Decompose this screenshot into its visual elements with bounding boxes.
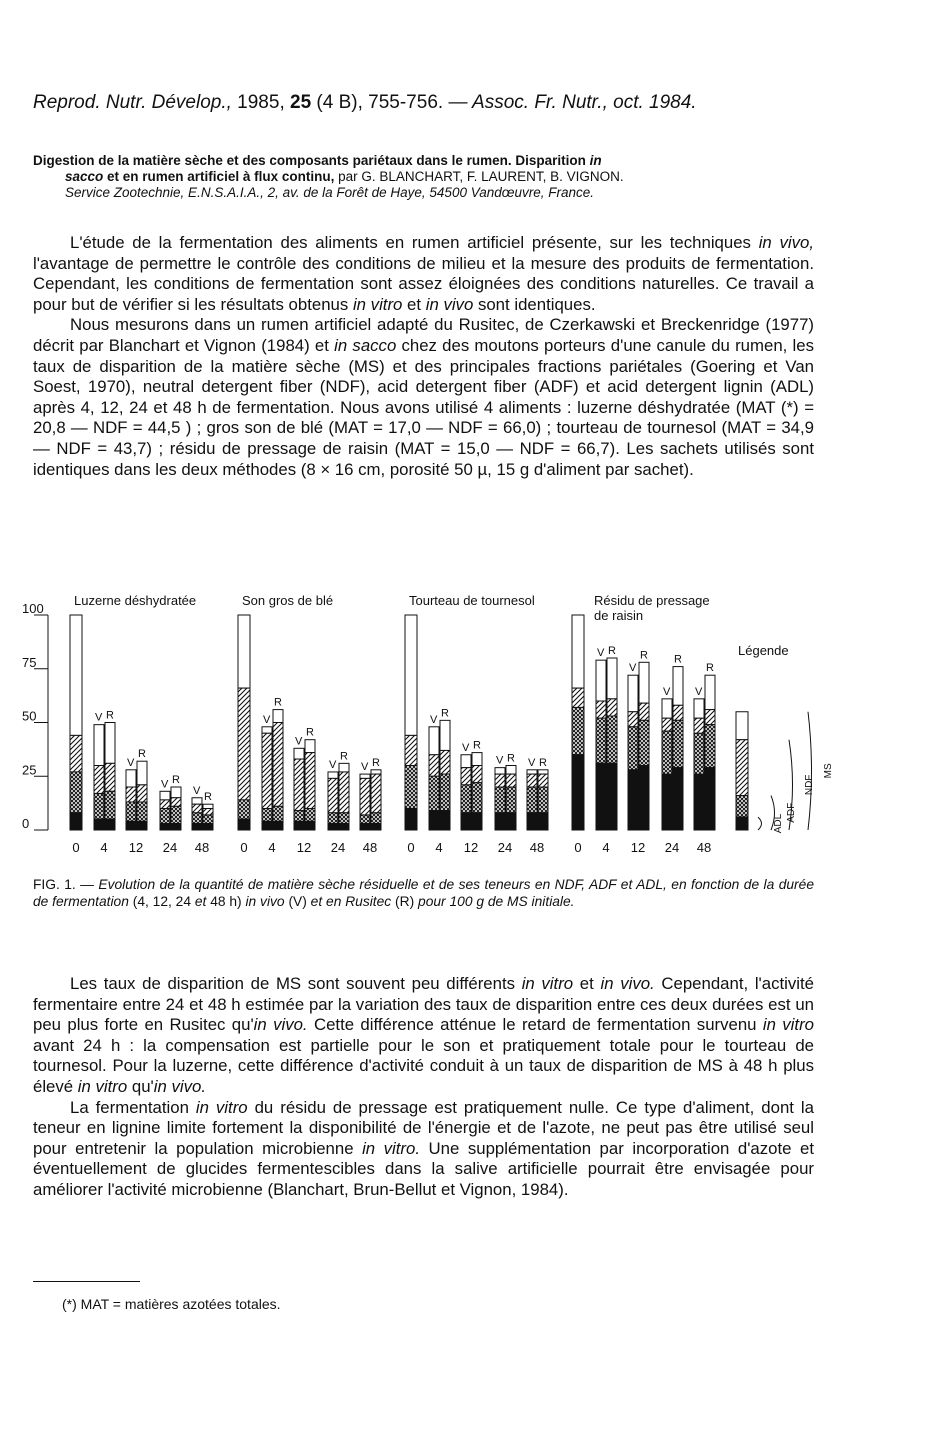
legend-bar-ndf	[736, 740, 748, 796]
bar-0-4h-r-ms	[105, 723, 115, 764]
bar-3-4h-v-adf	[596, 718, 606, 763]
bar-1-48h-v-ms	[360, 774, 370, 778]
y-tick-label: 50	[22, 708, 37, 724]
journal-reference	[33, 92, 697, 114]
bar-1-24h-v-ndf	[328, 778, 338, 812]
bar-1-48h-r-ndf	[371, 774, 381, 813]
bar-3-0h-ndf	[572, 688, 584, 707]
bar-0-4h-r-adf	[105, 791, 115, 819]
bar-1-0h-ndf	[238, 688, 250, 800]
y-tick-label: 100	[22, 601, 44, 616]
bar-0-24h-v-adf	[160, 809, 170, 824]
bar-0-48h-r-adl	[203, 824, 213, 830]
bar-0-12h-v-ndf	[126, 787, 136, 802]
bar-3-24h-v-ms	[662, 699, 672, 718]
bar-0-12h-r-adl	[137, 821, 147, 830]
bar-tag-r: R	[306, 726, 314, 739]
bar-0-12h-v-adl	[126, 821, 136, 830]
bar-2-24h-v-adf	[495, 787, 505, 813]
bar-3-0h-adl	[572, 755, 584, 830]
bar-tag-v: V	[528, 756, 536, 769]
bar-0-48h-v-ms	[192, 798, 202, 804]
bar-1-12h-r-adf	[305, 809, 315, 822]
legend-title: Légende	[738, 643, 789, 658]
bar-tag-r: R	[172, 774, 180, 786]
bar-2-48h-r-ndf	[538, 774, 548, 787]
bar-3-4h-r-ms	[607, 658, 617, 699]
bar-2-48h-v-ms	[527, 770, 537, 774]
bar-2-12h-v-adl	[461, 813, 471, 830]
bar-2-24h-r-ndf	[506, 774, 516, 787]
bar-2-48h-v-adl	[527, 813, 537, 830]
bar-tag-v: V	[629, 662, 637, 675]
bar-tag-v: V	[127, 756, 135, 769]
bar-tag-v: V	[663, 685, 671, 698]
bar-0-4h-v-adl	[94, 819, 104, 830]
bar-0-12h-v-adf	[126, 802, 136, 821]
bar-3-12h-r-adf	[639, 720, 649, 765]
bar-1-4h-v-adf	[262, 809, 272, 822]
bar-tag-v: V	[193, 784, 201, 797]
bar-2-48h-r-ms	[538, 770, 548, 774]
bar-0-48h-v-ndf	[192, 804, 202, 813]
bar-1-4h-r-adf	[273, 806, 283, 821]
legend-bar-adf	[736, 796, 748, 818]
footnote-rule	[33, 1281, 140, 1282]
bar-3-4h-v-ndf	[596, 701, 606, 718]
x-tick-label: 24	[162, 840, 178, 855]
bar-1-12h-v-ndf	[294, 759, 304, 811]
legend-brace-adl	[758, 817, 762, 830]
bar-0-48h-v-adf	[192, 813, 202, 824]
bar-3-4h-r-adl	[607, 763, 617, 830]
bar-tag-r: R	[507, 752, 515, 765]
caption-label: FIG. 1. —	[33, 877, 94, 892]
bar-tag-v: V	[161, 778, 169, 791]
journal-volume: 25	[290, 92, 312, 113]
article-title-cont: sacco et en rumen artificiel à flux continu, par G. BLANCHART, F. LAURENT, B. VIGNON.	[65, 169, 624, 184]
bar-2-12h-v-ms	[461, 755, 471, 768]
bar-3-0h-ms	[572, 615, 584, 688]
bar-3-4h-r-ndf	[607, 699, 617, 716]
bar-2-4h-v-ms	[429, 727, 439, 755]
bar-tag-r: R	[608, 645, 616, 657]
bar-0-4h-v-adf	[94, 793, 104, 819]
bar-0-24h-v-adl	[160, 824, 170, 830]
bar-0-48h-v-adl	[192, 824, 202, 830]
x-tick-label: 24	[497, 840, 513, 855]
bar-1-48h-v-adl	[360, 824, 370, 830]
bar-0-24h-r-ndf	[171, 798, 181, 807]
bar-3-48h-r-adf	[705, 725, 715, 768]
bar-tag-v: V	[295, 735, 303, 748]
y-tick-label: 75	[22, 654, 37, 670]
bar-1-12h-v-ms	[294, 748, 304, 759]
bar-3-4h-v-adl	[596, 763, 606, 830]
bar-0-24h-r-adf	[171, 806, 181, 823]
article-authors: par G. BLANCHART, F. LAURENT, B. VIGNON.	[334, 169, 624, 184]
footnote: (*) MAT = matières azotées totales.	[62, 1296, 281, 1312]
bar-2-4h-v-ndf	[429, 755, 439, 777]
bar-3-48h-v-ms	[694, 699, 704, 718]
bar-1-0h-ms	[238, 615, 250, 688]
bar-0-24h-v-ndf	[160, 800, 170, 809]
bar-1-24h-r-adl	[339, 824, 349, 830]
bar-2-12h-r-ndf	[472, 766, 482, 783]
bar-1-24h-r-ndf	[339, 772, 349, 813]
bar-3-48h-v-ndf	[694, 718, 704, 733]
bar-1-4h-v-adl	[262, 821, 272, 830]
bar-2-0h-adf	[405, 766, 417, 809]
bar-1-24h-r-adf	[339, 813, 349, 824]
bar-tag-v: V	[263, 713, 271, 726]
x-tick-label: 12	[463, 840, 479, 855]
bar-tag-r: R	[674, 653, 682, 666]
x-tick-label: 12	[296, 840, 312, 855]
bar-3-48h-r-ms	[705, 675, 715, 709]
bar-tag-v: V	[496, 754, 504, 767]
results-text	[33, 974, 814, 1201]
x-tick-label: 0	[72, 840, 80, 855]
bar-0-0h-ms	[70, 615, 82, 735]
bar-2-4h-r-adl	[440, 811, 450, 830]
bar-2-4h-v-adf	[429, 776, 439, 810]
x-tick-label: 0	[407, 840, 415, 855]
bar-1-48h-v-ndf	[360, 778, 370, 815]
legend-bar-ms	[736, 712, 748, 740]
bar-0-0h-ndf	[70, 735, 82, 772]
bar-0-12h-r-adf	[137, 802, 147, 821]
bar-2-12h-r-ms	[472, 753, 482, 766]
bar-2-12h-r-adl	[472, 813, 482, 830]
bar-2-4h-r-ndf	[440, 750, 450, 774]
x-tick-label: 4	[100, 840, 108, 855]
bar-2-4h-r-adf	[440, 774, 450, 811]
article-title-block	[33, 153, 813, 201]
legend-label-ndf: NDF	[804, 774, 815, 796]
bar-3-12h-r-adl	[639, 766, 649, 831]
bar-2-24h-v-ndf	[495, 774, 505, 787]
caption-text: Evolution de la quantité de matière sèche résiduelle et de ses teneurs en NDF, ADF et ADL, en fonction de la durée de fermentation (4, 12, 24 et 48 h) in vivo (V) et en Rusitec (R) pour 100 g de MS initiale.	[33, 877, 814, 909]
bar-3-48h-r-adl	[705, 768, 715, 830]
article-title: Digestion de la matière sèche et des composants pariétaux dans le rumen. Disparition in	[33, 153, 602, 168]
x-tick-label: 0	[574, 840, 582, 855]
bar-3-12h-r-ms	[639, 662, 649, 703]
bar-1-24h-r-ms	[339, 763, 349, 772]
bar-3-24h-r-adl	[673, 768, 683, 830]
bar-1-24h-v-ms	[328, 772, 338, 778]
intro-text	[33, 233, 814, 480]
bar-tag-r: R	[138, 748, 146, 761]
bar-2-0h-ndf	[405, 735, 417, 765]
bar-2-4h-r-ms	[440, 720, 450, 750]
y-tick-label: 0	[22, 816, 30, 831]
bar-2-24h-r-adl	[506, 813, 516, 830]
x-tick-label: 48	[362, 840, 378, 855]
bar-1-12h-r-ndf	[305, 753, 315, 809]
figure-1-chart	[0, 585, 930, 860]
bar-0-12h-v-ms	[126, 770, 136, 787]
bar-1-48h-r-adl	[371, 824, 381, 830]
bar-0-48h-r-ms	[203, 804, 213, 808]
bar-1-48h-r-ms	[371, 770, 381, 774]
bar-tag-r: R	[473, 739, 481, 752]
bar-0-4h-r-ndf	[105, 763, 115, 791]
bar-3-12h-v-ms	[628, 675, 638, 712]
bar-3-12h-r-ndf	[639, 703, 649, 720]
bar-2-0h-adl	[405, 809, 417, 831]
bar-0-48h-r-ndf	[203, 809, 213, 815]
x-tick-label: 4	[435, 840, 443, 855]
bar-3-4h-v-ms	[596, 660, 606, 701]
bar-2-24h-v-ms	[495, 768, 505, 774]
bar-1-4h-r-adl	[273, 821, 283, 830]
bar-1-4h-r-ms	[273, 710, 283, 723]
bar-2-24h-r-ms	[506, 766, 516, 775]
bar-0-48h-r-adf	[203, 815, 213, 824]
bar-2-48h-v-ndf	[527, 774, 537, 787]
x-tick-label: 4	[602, 840, 610, 855]
bar-tag-v: V	[329, 758, 337, 771]
journal-year: 1985,	[237, 92, 285, 113]
x-tick-label: 12	[630, 840, 646, 855]
bar-0-0h-adl	[70, 813, 82, 830]
article-affiliation: Service Zootechnie, E.N.S.A.I.A., 2, av. de la Forêt de Haye, 54500 Vandœuvre, France.	[65, 185, 595, 200]
x-tick-label: 24	[330, 840, 346, 855]
bar-1-0h-adf	[238, 800, 250, 819]
bar-tag-r: R	[106, 709, 114, 722]
bar-tag-r: R	[204, 791, 212, 804]
legend-label-adf: ADF	[786, 802, 797, 823]
panel-title: Résidu de pressage	[594, 593, 710, 608]
bar-3-12h-v-adf	[628, 727, 638, 770]
bar-tag-r: R	[274, 696, 282, 709]
x-tick-label: 48	[696, 840, 712, 855]
bar-1-48h-r-adf	[371, 813, 381, 824]
bar-3-0h-adf	[572, 707, 584, 754]
bar-0-24h-v-ms	[160, 791, 170, 800]
bar-3-24h-v-adl	[662, 774, 672, 830]
bar-1-12h-r-ms	[305, 740, 315, 753]
legend-brace-ms	[808, 712, 812, 830]
x-tick-label: 0	[240, 840, 248, 855]
journal-issue-pages: (4 B), 755-756. —	[316, 92, 468, 113]
bar-tag-r: R	[539, 756, 547, 769]
bar-0-4h-v-ms	[94, 725, 104, 766]
bar-tag-v: V	[462, 741, 470, 754]
bar-1-12h-r-adl	[305, 821, 315, 830]
paragraph-3: Les taux de disparition de MS sont souvent peu différents in vitro et in vivo. Cependant, l'activité fermentaire entre 24 et 48 h estimée par la variation des taux de disparition entre ces deux durées est un peu plus forte en Rusitec qu'in vivo. Cette différence atténue le retard de fermentation survenu in vitro avant 24 h : la compensation est partielle pour le son et pratiquement totale pour le tourteau de tournesol. Pour la luzerne, cette différence d'activité conduit à un taux de disparition de MS à 48 h plus élevé in vitro qu'in vivo.	[33, 974, 814, 1096]
bar-3-12h-v-adl	[628, 770, 638, 830]
bar-2-12h-r-adf	[472, 783, 482, 813]
bar-tag-r: R	[441, 707, 449, 720]
panel-title: Tourteau de tournesol	[409, 593, 535, 608]
bar-3-24h-r-adf	[673, 720, 683, 767]
paragraph-2: Nous mesurons dans un rumen artificiel adapté du Rusitec, de Czerkawski et Breckenridge (1977) décrit par Blanchart et Vignon (1984) et in sacco chez des moutons porteurs d'une canule du rumen, les taux de disparition de la matière sèche (MS) et des principales fractions pariétales (Goering et Van Soest, 1970), neutral detergent fiber (NDF), acid detergent fiber (ADF) et acid detergent lignin (ADL) après 4, 12, 24 et 48 h de fermentation. Nous avons utilisé 4 aliments : luzerne déshydratée (MAT (*) = 20,8 — NDF = 44,5 ) ; gros son de blé (MAT = 17,0 — NDF = 66,0) ; tourteau de tournesol (MAT = 34,9 — NDF = 43,7) ; résidu de pressage de raisin (MAT = 15,0 — NDF = 66,7). Les sachets utilisés sont identiques dans les deux méthodes (8 × 16 cm, porosité 50 µ, 15 g d'aliment par sachet).	[33, 315, 814, 479]
bar-1-4h-v-ms	[262, 727, 272, 733]
bar-3-48h-v-adl	[694, 774, 704, 830]
panel-title: Son gros de blé	[242, 593, 334, 608]
bar-0-24h-r-adl	[171, 824, 181, 830]
bar-3-24h-v-adf	[662, 731, 672, 774]
bar-2-4h-v-adl	[429, 811, 439, 830]
bar-2-12h-v-adf	[461, 785, 471, 813]
bar-1-24h-v-adl	[328, 824, 338, 830]
bar-1-12h-v-adf	[294, 811, 304, 822]
x-tick-label: 24	[664, 840, 680, 855]
legend-bar-adl	[736, 817, 748, 830]
bar-0-24h-r-ms	[171, 787, 181, 798]
bar-tag-r: R	[372, 756, 380, 769]
bar-2-0h-ms	[405, 615, 417, 735]
bar-tag-v: V	[695, 685, 703, 698]
bar-tag-v: V	[361, 761, 369, 774]
bar-3-12h-v-ndf	[628, 712, 638, 727]
journal-abbrev: Reprod. Nutr. Dévelop.,	[33, 92, 232, 113]
bar-tag-r: R	[340, 750, 348, 763]
bar-3-24h-r-ndf	[673, 705, 683, 720]
bar-1-12h-v-adl	[294, 821, 304, 830]
bar-2-48h-r-adf	[538, 787, 548, 813]
bar-0-4h-v-ndf	[94, 766, 104, 794]
bar-1-48h-v-adf	[360, 815, 370, 824]
bar-3-48h-v-adf	[694, 733, 704, 774]
bar-0-12h-r-ndf	[137, 785, 147, 802]
x-tick-label: 48	[529, 840, 545, 855]
bar-tag-v: V	[430, 713, 438, 726]
bar-tag-r: R	[706, 662, 714, 675]
bar-0-12h-r-ms	[137, 761, 147, 785]
legend-label-ms: MS	[823, 763, 834, 779]
bar-2-24h-r-adf	[506, 787, 516, 813]
panel-title-cont: de raisin	[594, 608, 644, 623]
bar-2-48h-v-adf	[527, 787, 537, 813]
journal-assoc: Assoc. Fr. Nutr., oct. 1984.	[472, 92, 697, 113]
bar-tag-v: V	[95, 711, 103, 724]
bar-3-24h-r-ms	[673, 667, 683, 706]
bar-1-4h-r-ndf	[273, 723, 283, 807]
bar-tag-v: V	[597, 647, 605, 660]
legend-label-adl: ADL	[773, 813, 784, 834]
x-tick-label: 12	[128, 840, 144, 855]
x-tick-label: 4	[268, 840, 276, 855]
figure-caption	[33, 876, 814, 910]
bar-tag-r: R	[640, 649, 648, 662]
bar-0-4h-r-adl	[105, 819, 115, 830]
bar-2-24h-v-adl	[495, 813, 505, 830]
bar-1-0h-adl	[238, 819, 250, 830]
bar-2-48h-r-adl	[538, 813, 548, 830]
panel-title: Luzerne déshydratée	[74, 593, 197, 608]
bar-2-12h-v-ndf	[461, 768, 471, 785]
paragraph-1: L'étude de la fermentation des aliments en rumen artificiel présente, sur les techniques in vivo, l'avantage de permettre le contrôle des conditions de milieu et la mesure des produits de fermentation. Cependant, les conditions de fermentation sont assez éloignées des conditions naturelles. Ce travail a pour but de vérifier si les résultats obtenus in vitro et in vivo sont identiques.	[33, 233, 814, 314]
bar-1-4h-v-ndf	[262, 733, 272, 808]
bar-1-24h-v-adf	[328, 813, 338, 824]
bar-3-48h-r-ndf	[705, 710, 715, 725]
bar-3-4h-r-adf	[607, 716, 617, 763]
bar-0-0h-adf	[70, 772, 82, 813]
y-tick-label: 25	[22, 762, 37, 778]
bar-3-24h-v-ndf	[662, 718, 672, 731]
x-tick-label: 48	[194, 840, 210, 855]
paragraph-4: La fermentation in vitro du résidu de pressage est pratiquement nulle. Ce type d'aliment, dont la teneur en lignine limite fortement la disponibilité de l'énergie et de l'azote, ne peut pas être utilisé seul pour entretenir la population microbienne in vitro. Une supplémentation par incorporation d'azote et éventuellement de glucides fermentescibles dans la salive artificielle pourrait être envisagée pour améliorer l'activité microbienne (Blanchart, Brun-Bellut et Vignon, 1984).	[33, 1097, 815, 1199]
